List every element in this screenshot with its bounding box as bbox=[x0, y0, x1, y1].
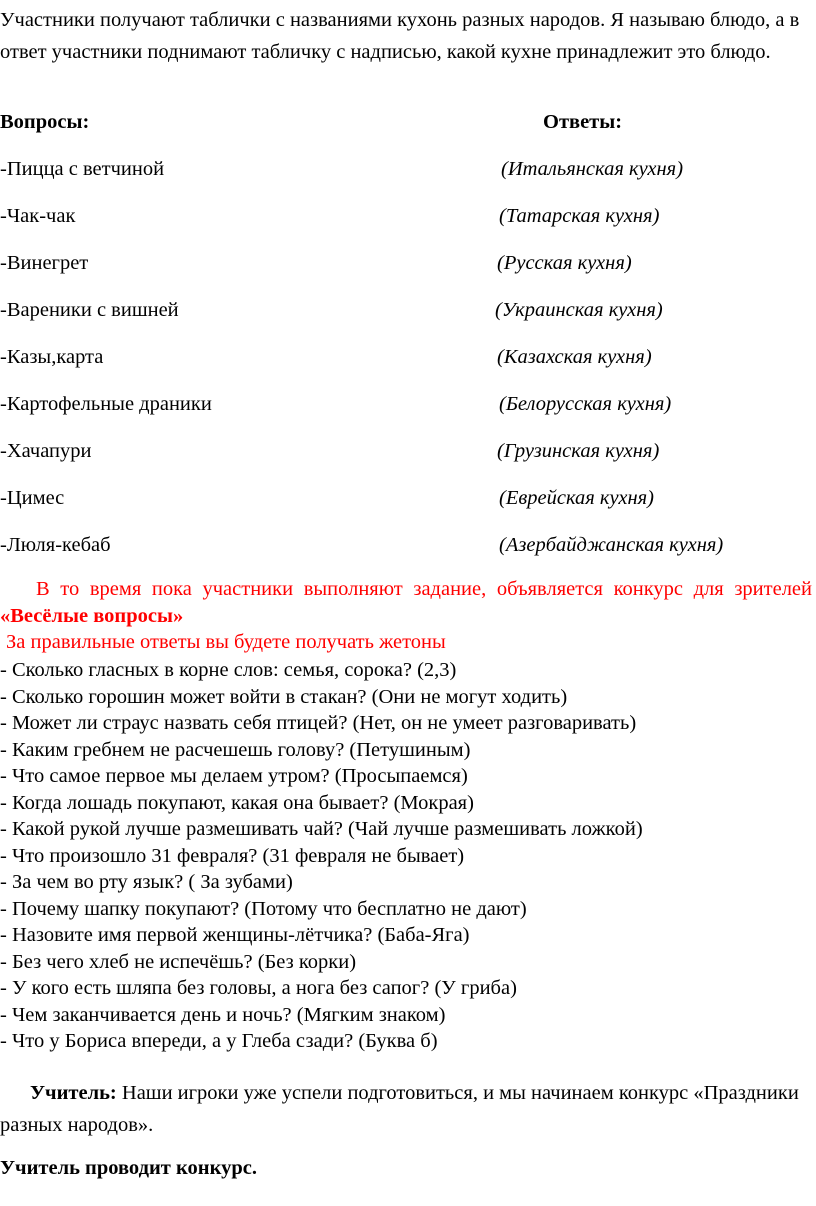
teacher-text: Наши игроки уже успели подготовиться, и мы начинаем конкурс «Праздники разных народов». bbox=[0, 1082, 799, 1136]
cuisine-answer: (Казахская кухня) bbox=[497, 346, 652, 368]
cuisine-answer: (Азербайджанская кухня) bbox=[499, 534, 724, 556]
dish-name: -Хачапури bbox=[0, 440, 92, 462]
fun-question: - Чем заканчивается день и ночь? (Мягким знаком) bbox=[0, 1003, 446, 1026]
fun-question: - За чем во рту язык? ( За зубами) bbox=[0, 871, 293, 893]
dish-row bbox=[0, 205, 816, 231]
dish-name: -Картофельные драники bbox=[0, 393, 212, 415]
intro-paragraph: Участники получают таблички с названиями кухонь разных народов. Я называю блюдо, а в ответ участники поднимают табличку с надписью, какой кухне принадлежит это блюдо. bbox=[0, 9, 800, 63]
cuisine-answer: (Украинская кухня) bbox=[495, 299, 663, 321]
dish-row bbox=[0, 346, 816, 372]
final-line: Учитель проводит конкурс. bbox=[0, 1157, 257, 1179]
fun-question: - Каким гребнем не расчешешь голову? (Петушиным) bbox=[0, 738, 471, 761]
dish-name: -Казы,карта bbox=[0, 346, 104, 368]
tokens-note: За правильные ответы вы будете получать жетоны bbox=[6, 631, 446, 653]
cuisine-answer: (Белорусская кухня) bbox=[499, 393, 672, 415]
fun-question: - Может ли страус назвать себя птицей? (Нет, он не умеет разговаривать) bbox=[0, 712, 637, 734]
cuisine-answer: (Татарская кухня) bbox=[499, 205, 660, 227]
dish-row bbox=[0, 393, 816, 419]
contest-announcement bbox=[0, 576, 812, 630]
dish-name: -Цимес bbox=[0, 487, 65, 509]
fun-question: - Почему шапку покупают? (Потому что бесплатно не дают) bbox=[0, 897, 527, 920]
fun-question: - Что самое первое мы делаем утром? (Просыпаемся) bbox=[0, 765, 468, 787]
fun-questions-list bbox=[0, 657, 812, 1055]
dish-name: -Люля-кебаб bbox=[0, 534, 111, 556]
fun-question: - Что произошло 31 февраля? (31 февраля не бывает) bbox=[0, 844, 465, 867]
answers-heading: Ответы: bbox=[543, 111, 623, 133]
fun-question: - Сколько горошин может войти в стакан? (Они не могут ходить) bbox=[0, 685, 568, 708]
dish-row bbox=[0, 440, 816, 466]
dish-row bbox=[0, 299, 816, 325]
dish-row bbox=[0, 252, 816, 278]
dish-name: -Чак-чак bbox=[0, 205, 76, 227]
fun-question: - Какой рукой лучше размешивать чай? (Чай лучше размешивать ложкой) bbox=[0, 818, 643, 840]
table-headers bbox=[0, 111, 816, 137]
dish-name: -Вареники с вишней bbox=[0, 299, 179, 321]
fun-question: - У кого есть шляпа без головы, а нога без сапог? (У гриба) bbox=[0, 977, 517, 999]
fun-question: - Сколько гласных в корне слов: семья, сорока? (2,3) bbox=[0, 659, 457, 681]
teacher-paragraph bbox=[0, 1077, 812, 1141]
contest-title: «Весёлые вопросы» bbox=[0, 605, 184, 627]
teacher-label: Учитель: bbox=[30, 1082, 117, 1104]
cuisine-answer: (Еврейская кухня) bbox=[499, 487, 654, 509]
cuisine-answer: (Русская кухня) bbox=[497, 252, 632, 274]
dish-row bbox=[0, 158, 816, 184]
cuisine-answer: (Итальянская кухня) bbox=[501, 158, 684, 180]
fun-question: - Назовите имя первой женщины-лётчика? (Баба-Яга) bbox=[0, 924, 470, 946]
fun-question: - Без чего хлеб не испечёшь? (Без корки) bbox=[0, 950, 357, 973]
fun-question: - Когда лошадь покупают, какая она бывает? (Мокрая) bbox=[0, 791, 474, 814]
contest-intro-text: В то время пока участники выполняют задание, объявляется конкурс для зрителей bbox=[36, 578, 812, 600]
dish-name: -Пицца с ветчиной bbox=[0, 158, 165, 180]
dish-row bbox=[0, 487, 816, 513]
dish-row bbox=[0, 534, 816, 560]
fun-question: - Что у Бориса впереди, а у Глеба сзади? (Буква б) bbox=[0, 1030, 438, 1052]
cuisine-answer: (Грузинская кухня) bbox=[497, 440, 660, 462]
questions-heading: Вопросы: bbox=[0, 111, 90, 133]
dish-name: -Винегрет bbox=[0, 252, 89, 274]
